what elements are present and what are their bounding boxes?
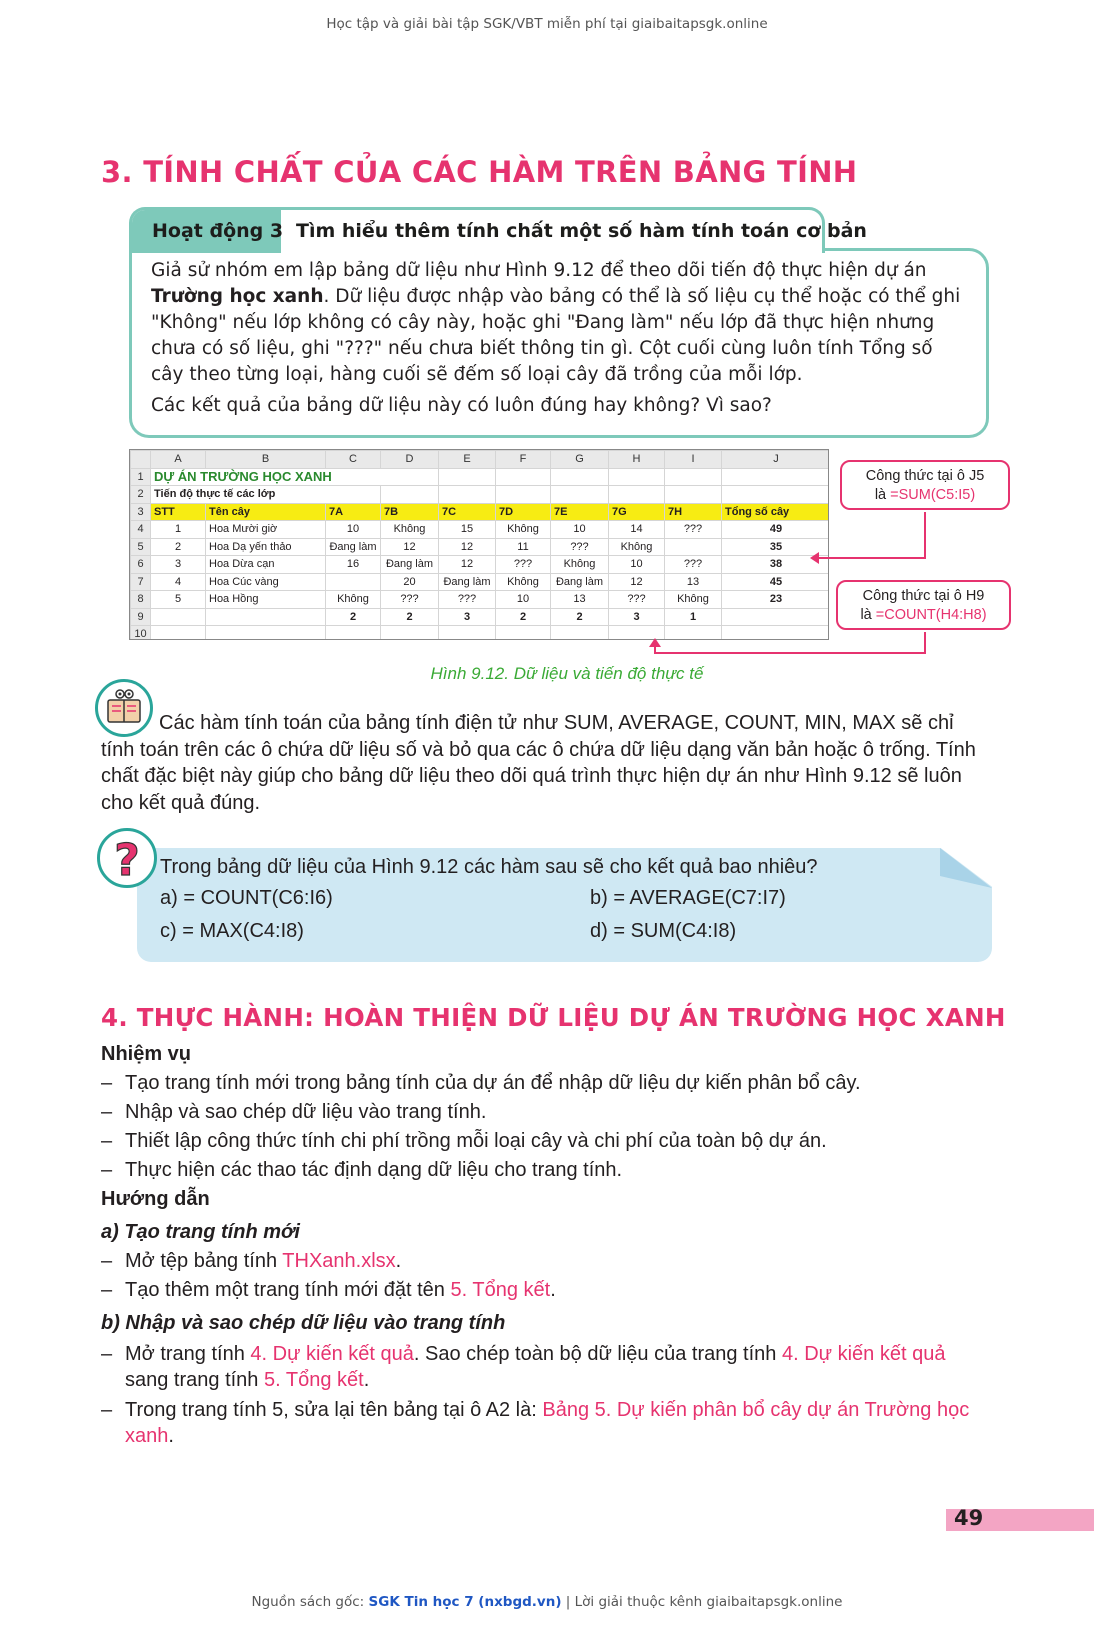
data-cell: Hoa Cúc vàng xyxy=(206,573,326,591)
spreadsheet-figure xyxy=(129,449,829,640)
data-cell: 12 xyxy=(609,573,665,591)
data-cell: Hoa Hồng xyxy=(206,591,326,609)
sheet-count-row xyxy=(131,608,830,626)
callout-2-formula-line xyxy=(848,606,999,625)
text-part: sang trang tính xyxy=(125,1369,264,1391)
activity-tab xyxy=(129,207,867,253)
svg-text:?: ? xyxy=(114,835,140,885)
data-cell: 1 xyxy=(151,521,206,539)
note-paragraph: Các hàm tính toán của bảng tính điện tử như SUM, AVERAGE, COUNT, MIN, MAX sẽ chỉ tính toán trên các ô chứa dữ liệu số và bỏ qua các ô chứa dữ liệu dạng văn bản hoặc ô trống. Tính chất đặc biệt này giúp cho bảng dữ liệu theo dõi quá trình thực hiện dự án như Hình 9.12 sẽ luôn cho kết quả đúng. xyxy=(101,712,976,814)
data-cell xyxy=(326,573,381,591)
data-cell: 20 xyxy=(381,573,439,591)
count-cell: 3 xyxy=(609,608,665,626)
task-item: – Tạo trang tính mới trong bảng tính của dự án để nhập dữ liệu dự kiến phân bổ cây. xyxy=(101,1069,991,1098)
data-cell: Hoa Dạ yến thảo xyxy=(206,538,326,556)
guide-a-step-2 xyxy=(101,1276,991,1305)
text-part: Mở tệp bảng tính xyxy=(125,1250,283,1272)
sheet-title: DỰ ÁN TRƯỜNG HỌC XANH xyxy=(151,468,439,486)
text-part: . xyxy=(168,1425,174,1447)
header-cell: Tên cây xyxy=(206,503,326,521)
row-number: 5 xyxy=(131,538,151,556)
data-cell: ??? xyxy=(381,591,439,609)
text-part: . xyxy=(395,1250,402,1272)
guide-b-step-1 xyxy=(101,1341,991,1393)
row-number: 1 xyxy=(131,468,151,486)
page-number-bar xyxy=(946,1506,1094,1531)
top-note: Học tập và giải bài tập SGK/VBT miễn phí tại giaibaitapsgk.online xyxy=(326,16,768,32)
section-4-title: 4. THỰC HÀNH: HOÀN THIỆN DỮ LIỆU DỰ ÁN TRƯỜNG HỌC XANH xyxy=(101,1003,1006,1032)
activity-p1-bold: Trường học xanh xyxy=(151,286,324,307)
activity-p1-part: Giả sử nhóm em lập bảng dữ liệu như Hình 9.12 để theo dõi tiến độ thực hiện dự án xyxy=(151,260,927,281)
column-header: C xyxy=(326,451,381,469)
data-cell: Không xyxy=(326,591,381,609)
column-header: F xyxy=(496,451,551,469)
row-number: 3 xyxy=(131,503,151,521)
data-cell: 12 xyxy=(439,538,496,556)
question-item-b: b) = AVERAGE(C7:I7) xyxy=(590,887,786,909)
data-cell: Đang làm xyxy=(439,573,496,591)
sheet-data-row xyxy=(131,573,830,591)
footer xyxy=(0,1594,1094,1610)
column-header: A xyxy=(151,451,206,469)
data-cell: 10 xyxy=(609,556,665,574)
activity-body xyxy=(151,258,961,419)
data-cell: Không xyxy=(665,591,722,609)
header-cell: 7B xyxy=(381,503,439,521)
guide-b-heading: b) Nhập và sao chép dữ liệu vào trang tính xyxy=(101,1312,506,1334)
guide-a-step-1 xyxy=(101,1247,991,1276)
row-number: 6 xyxy=(131,556,151,574)
activity-title: Tìm hiểu thêm tính chất một số hàm tính toán cơ bản xyxy=(296,220,867,242)
task-item: – Nhập và sao chép dữ liệu vào trang tính. xyxy=(101,1098,991,1127)
callout-2-prefix: là xyxy=(860,607,876,623)
data-cell: ??? xyxy=(665,556,722,574)
data-cell: 13 xyxy=(665,573,722,591)
count-cell xyxy=(151,608,206,626)
callout-2-line: Công thức tại ô H9 xyxy=(862,588,985,604)
data-cell: ??? xyxy=(551,538,609,556)
connector-line xyxy=(654,652,926,654)
data-cell: 5 xyxy=(151,591,206,609)
header-cell: 7E xyxy=(551,503,609,521)
sheet-row-2 xyxy=(131,486,830,504)
connector-line xyxy=(924,512,926,559)
callout-count-formula xyxy=(836,580,1011,630)
data-cell: ??? xyxy=(665,521,722,539)
question-mark-icon xyxy=(97,828,157,888)
data-cell xyxy=(665,538,722,556)
callout-2-formula: =COUNT(H4:H8) xyxy=(875,607,987,623)
data-cell: 16 xyxy=(326,556,381,574)
task-heading: Nhiệm vụ xyxy=(101,1043,192,1065)
task-item: – Thiết lập công thức tính chi phí trồng mỗi loại cây và chi phí của toàn bộ dự án. xyxy=(101,1127,991,1156)
header-cell: 7G xyxy=(609,503,665,521)
data-cell: 38 xyxy=(722,556,830,574)
data-cell: 49 xyxy=(722,521,830,539)
question-item-c: c) = MAX(C4:I8) xyxy=(160,920,304,942)
text-part: . xyxy=(550,1279,556,1301)
column-header: D xyxy=(381,451,439,469)
question-item-a: a) = COUNT(C6:I6) xyxy=(160,887,333,909)
column-header: B xyxy=(206,451,326,469)
data-cell: Đang làm xyxy=(551,573,609,591)
data-cell: 2 xyxy=(151,538,206,556)
practice-content xyxy=(101,1040,991,1449)
data-cell: 10 xyxy=(496,591,551,609)
data-cell: Không xyxy=(496,573,551,591)
callout-1-formula-line xyxy=(852,486,998,505)
header-cell: STT xyxy=(151,503,206,521)
column-header xyxy=(131,451,151,469)
header-cell: 7H xyxy=(665,503,722,521)
connector-line xyxy=(924,632,926,654)
header-cell: 7D xyxy=(496,503,551,521)
activity-p1-part: . Dữ liệu được nhập vào bảng có thể là số liệu cụ thể hoặc có thể ghi "Không" nếu lớp không có cây này, hoặc ghi "Đang làm" nếu lớp đã thực hiện nhưng chưa có số liệu, ghi "???" nếu chưa biết thông tin gì. Cột cuối cùng luôn tính Tổng số cây theo từng loại, hàng cuối sẽ đếm số loại cây đã trồng của mỗi lớp. xyxy=(151,286,961,385)
data-cell: 3 xyxy=(151,556,206,574)
data-cell: 15 xyxy=(439,521,496,539)
header-cell: Tổng số cây xyxy=(722,503,830,521)
row-number: 9 xyxy=(131,608,151,626)
data-cell: 13 xyxy=(551,591,609,609)
count-cell: 2 xyxy=(326,608,381,626)
data-cell: Hoa Dừa cạn xyxy=(206,556,326,574)
task-item: – Thực hiện các thao tác định dạng dữ liệu cho trang tính. xyxy=(101,1156,991,1185)
sheet-name: 5. Tổng kết xyxy=(263,1369,364,1391)
callout-sum-formula xyxy=(840,460,1010,510)
arrow-left-icon xyxy=(810,552,819,564)
sheet-name: 4. Dự kiến kết quả xyxy=(781,1343,946,1365)
section-3-title: 3. TÍNH CHẤT CỦA CÁC HÀM TRÊN BẢNG TÍNH xyxy=(101,155,858,189)
text-part: Mở trang tính xyxy=(125,1343,251,1365)
connector-line xyxy=(818,557,926,559)
row-number: 10 xyxy=(131,626,151,641)
count-cell: 2 xyxy=(551,608,609,626)
sheet-column-headers xyxy=(131,451,830,469)
callout-1-line: Công thức tại ô J5 xyxy=(865,468,985,484)
row-number: 8 xyxy=(131,591,151,609)
data-cell: 35 xyxy=(722,538,830,556)
activity-paragraph-1 xyxy=(151,258,961,388)
header-cell: 7A xyxy=(326,503,381,521)
activity-label: Hoạt động 3 xyxy=(152,220,284,242)
sheet-data-row xyxy=(131,521,830,539)
footer-source-link[interactable]: SGK Tin học 7 (nxbgd.vn) xyxy=(368,1594,562,1610)
data-cell: 45 xyxy=(722,573,830,591)
text-part: Tạo thêm một trang tính mới đặt tên xyxy=(125,1279,451,1301)
header-cell: 7C xyxy=(439,503,496,521)
guide-a-heading: a) Tạo trang tính mới xyxy=(101,1221,300,1243)
sheet-data-row xyxy=(131,591,830,609)
table-name: Bảng 5. Dự kiến phân bổ cây dự án Trường học xanh xyxy=(125,1399,970,1447)
guide-b-step-2 xyxy=(101,1397,991,1449)
column-header: E xyxy=(439,451,496,469)
data-cell: 23 xyxy=(722,591,830,609)
data-cell: ??? xyxy=(496,556,551,574)
text-part: . xyxy=(363,1369,370,1391)
text-part: . Sao chép toàn bộ dữ liệu của trang tính xyxy=(413,1343,782,1365)
page-number: 49 xyxy=(954,1506,984,1530)
sheet-subtitle: Tiến độ thực tế các lớp xyxy=(151,486,381,504)
data-cell: 14 xyxy=(609,521,665,539)
guide-heading: Hướng dẫn xyxy=(101,1188,210,1210)
question-item-d: d) = SUM(C4:I8) xyxy=(590,920,737,942)
activity-paragraph-2: Các kết quả của bảng dữ liệu này có luôn đúng hay không? Vì sao? xyxy=(151,395,772,416)
sheet-row-1 xyxy=(131,468,830,486)
row-number: 7 xyxy=(131,573,151,591)
count-cell: 2 xyxy=(496,608,551,626)
column-header: G xyxy=(551,451,609,469)
data-cell: 10 xyxy=(326,521,381,539)
column-header: H xyxy=(609,451,665,469)
row-number: 2 xyxy=(131,486,151,504)
callout-1-prefix: là xyxy=(874,487,891,503)
data-cell: Không xyxy=(551,556,609,574)
column-header: J xyxy=(722,451,830,469)
count-cell: 1 xyxy=(665,608,722,626)
data-cell: ??? xyxy=(439,591,496,609)
data-cell: ??? xyxy=(609,591,665,609)
data-cell: Không xyxy=(496,521,551,539)
data-cell: 10 xyxy=(551,521,609,539)
figure-caption: Hình 9.12. Dữ liệu và tiến độ thực tế xyxy=(430,664,704,683)
callout-1-formula: =SUM(C5:I5) xyxy=(890,487,976,503)
sheet-row-10 xyxy=(131,626,830,641)
data-cell: Không xyxy=(381,521,439,539)
data-cell: 12 xyxy=(439,556,496,574)
data-cell: 12 xyxy=(381,538,439,556)
data-cell: Hoa Mười giờ xyxy=(206,521,326,539)
data-cell: Đang làm xyxy=(326,538,381,556)
sheet-data-row xyxy=(131,538,830,556)
count-cell: 2 xyxy=(381,608,439,626)
count-cell xyxy=(722,608,830,626)
question-text: Trong bảng dữ liệu của Hình 9.12 các hàm sau sẽ cho kết quả bao nhiêu? xyxy=(160,856,818,878)
data-cell: 4 xyxy=(151,573,206,591)
footer-text: | Lời giải thuộc kênh giaibaitapsgk.online xyxy=(561,1594,843,1610)
sheet-data-row xyxy=(131,556,830,574)
footer-text: Nguồn sách gốc: xyxy=(251,1594,369,1610)
sheet-name: 4. Dự kiến kết quả xyxy=(250,1343,414,1365)
sheet-name: 5. Tổng kết xyxy=(450,1279,551,1301)
arrow-up-icon xyxy=(649,638,661,647)
data-cell: Đang làm xyxy=(381,556,439,574)
text-part: Trong trang tính 5, sửa lại tên bảng tại ô A2 là: xyxy=(125,1399,543,1421)
file-name: THXanh.xlsx xyxy=(282,1250,396,1272)
row-number: 4 xyxy=(131,521,151,539)
data-cell: Không xyxy=(609,538,665,556)
column-header: I xyxy=(665,451,722,469)
count-cell xyxy=(206,608,326,626)
count-cell: 3 xyxy=(439,608,496,626)
data-cell: 11 xyxy=(496,538,551,556)
sheet-header-row xyxy=(131,503,830,521)
